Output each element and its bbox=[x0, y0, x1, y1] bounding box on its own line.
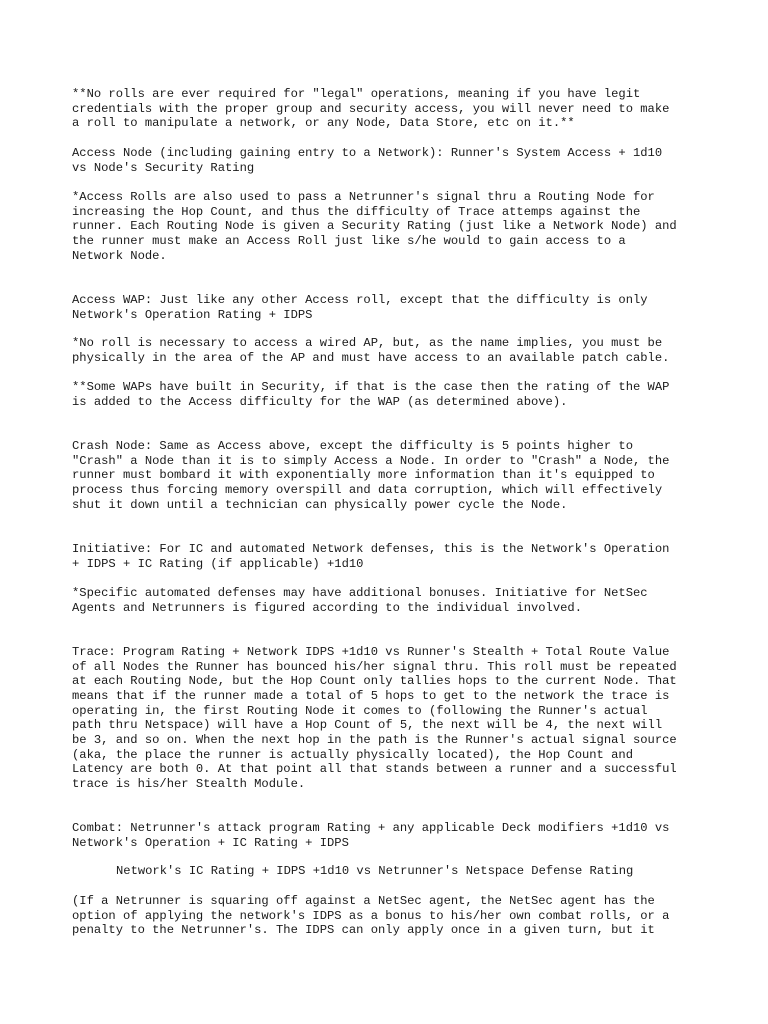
wap-security-note: **Some WAPs have built in Security, if that is the case then the rating of the WAP is added to the Access difficulty for the WAP (as determined above). bbox=[72, 380, 670, 409]
combat-rule: Combat: Netrunner's attack program Rating + any applicable Deck modifiers +1d10 vs Network's Operation + IC Rating + IDPS bbox=[72, 821, 670, 850]
initiative-rule: Initiative: For IC and automated Network defenses, this is the Network's Operation + IDPS + IC Rating (if applicable) +1d10 bbox=[72, 542, 670, 571]
netsec-agent-note: (If a Netrunner is squaring off against a NetSec agent, the NetSec agent has the option of applying the network's IDPS as a bonus to his/her own combat rolls, or a penalty to the Netrunner's. The IDPS can only apply once in a given turn, but it bbox=[72, 894, 670, 938]
wired-ap-note: *No roll is necessary to access a wired AP, but, as the name implies, you must be physically in the area of the AP and must have access to an available patch cable. bbox=[72, 336, 670, 365]
access-node-rule: Access Node (including gaining entry to a Network): Runner's System Access + 1d10 vs Node's Security Rating bbox=[72, 146, 663, 175]
network-combat-rule: Network's IC Rating + IDPS +1d10 vs Netrunner's Netspace Defense Rating bbox=[116, 864, 634, 878]
legal-operations-note: **No rolls are ever required for "legal" operations, meaning if you have legit credentials with the proper group and security access, you will never need to make a roll to manipulate a network, or any Node, Data Store, etc on it.** bbox=[72, 87, 670, 131]
initiative-note: *Specific automated defenses may have additional bonuses. Initiative for NetSec Agents and Netrunners is figured according to the individual involved. bbox=[72, 586, 648, 615]
access-wap-rule: Access WAP: Just like any other Access roll, except that the difficulty is only Network's Operation Rating + IDPS bbox=[72, 293, 648, 322]
trace-rule: Trace: Program Rating + Network IDPS +1d10 vs Runner's Stealth + Total Route Value of all Nodes the Runner has bounced his/her signal thru. This roll must be repeated at each Routing Node, but the Hop Count only tallies hops to the current Node. That means that if the runner made a total of 5 hops to get to the network the trace is operating in, the first Routing Node it comes to (following the Runner's actual path thru Netspace) will have a Hop Count of 5, the next will be 4, the next will be 3, and so on. When the next hop in the path is the Runner's actual signal source (aka, the place the runner is actually physically located), the Hop Count and Latency are both 0. At that point all that stands between a runner and a successful trace is his/her Stealth Module. bbox=[72, 645, 677, 791]
routing-node-note: *Access Rolls are also used to pass a Netrunner's signal thru a Routing Node for increasing the Hop Count, and thus the difficulty of Trace attemps against the runner. Each Routing Node is given a Security Rating (just like a Network Node) and the runner must make an Access Roll just like s/he would to gain access to a Network Node. bbox=[72, 190, 677, 263]
crash-node-rule: Crash Node: Same as Access above, except the difficulty is 5 points higher to "Crash" a Node than it is to simply Access a Node. In order to "Crash" a Node, the runner must bombard it with exponentially more information than it's equipped to process thus forcing memory overspill and data corruption, which will effectively shut it down until a technician can physically power cycle the Node. bbox=[72, 439, 670, 512]
